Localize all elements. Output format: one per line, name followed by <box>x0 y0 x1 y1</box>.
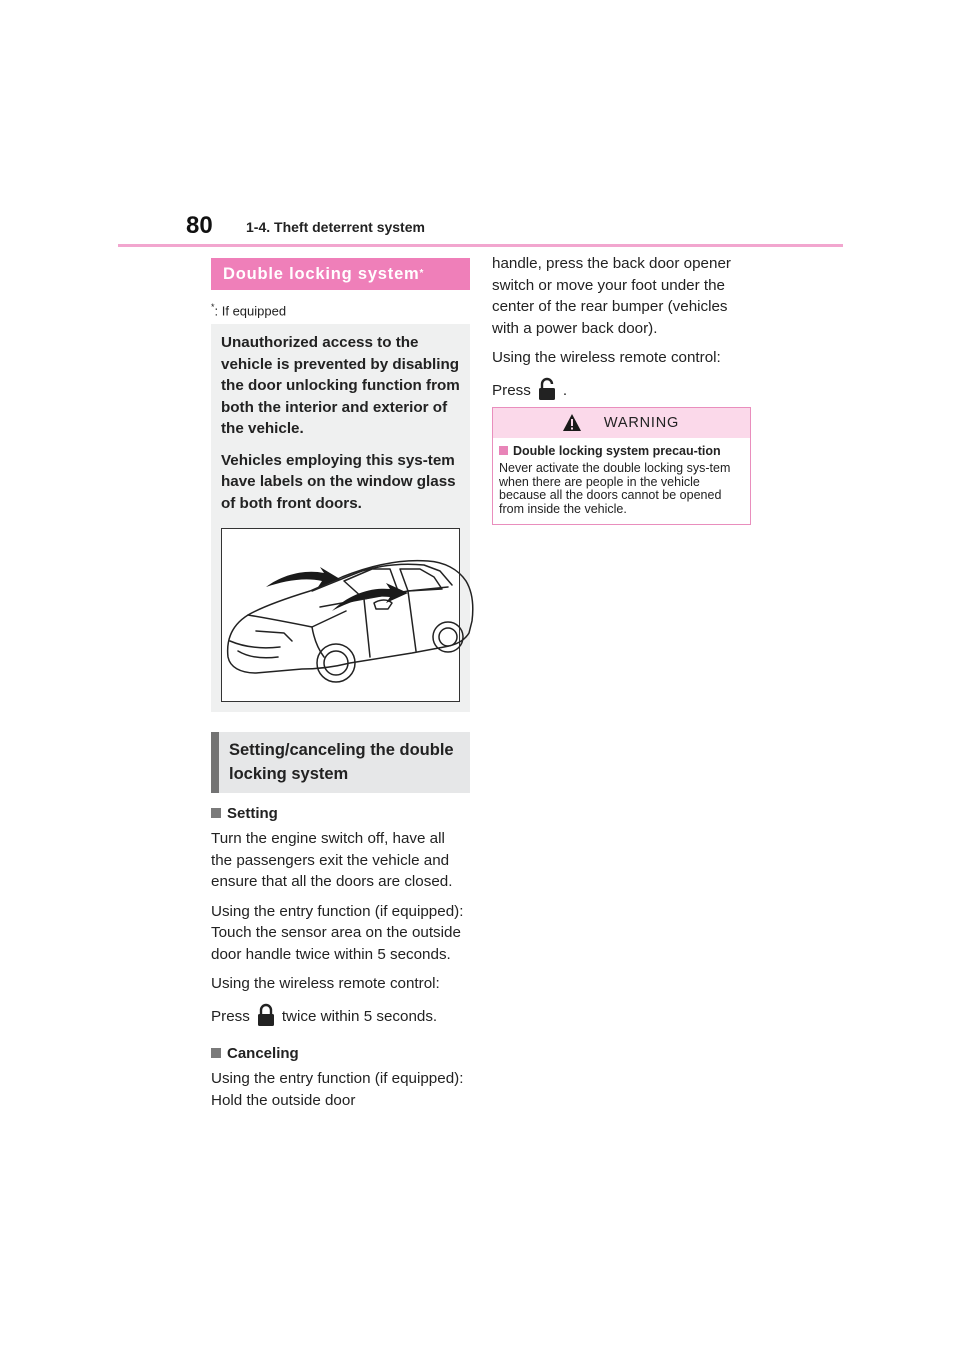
square-bullet-icon <box>211 808 221 818</box>
press-unlock-paragraph <box>492 377 754 408</box>
canceling-heading-text: Canceling <box>227 1045 299 1062</box>
title-footnote-mark: * <box>419 268 425 279</box>
header-rule <box>118 244 843 247</box>
footnote <box>211 302 470 320</box>
double-locking-title <box>211 258 470 290</box>
press-text: Press <box>211 1007 250 1025</box>
right-column <box>492 253 754 415</box>
intro-box <box>211 324 470 712</box>
setting-paragraph-2: Using the entry function (if equipped): Touch the sensor area on the outside door handle twice within 5 seconds. <box>211 902 464 963</box>
setting-paragraph-3: Using the wireless remote control: <box>211 975 440 992</box>
press-text: Press <box>492 381 531 399</box>
warning-header <box>493 408 750 438</box>
car-illustration <box>221 528 460 702</box>
press-twice-text: twice within 5 seconds. <box>281 1007 438 1025</box>
warning-heading <box>499 444 744 458</box>
intro-paragraph-2: Vehicles employing this sys-tem have labels on the window glass of both front doors. <box>221 451 456 512</box>
footnote-text: : If equipped <box>214 303 287 319</box>
warning-title: WARNING <box>603 415 680 431</box>
footnote-mark: * <box>211 302 215 312</box>
unlock-icon <box>537 377 557 408</box>
setting-canceling-heading: Setting/canceling the double locking system <box>211 732 470 793</box>
section-title: 1-4. Theft deterrent system <box>246 219 425 235</box>
setting-press-lock <box>211 1003 470 1034</box>
left-column <box>211 258 470 1119</box>
canceling-paragraph-1: Using the entry function (if equipped): Hold the outside door <box>211 1070 464 1109</box>
setting-heading <box>211 805 470 822</box>
setting-heading-text: Setting <box>227 805 278 822</box>
setting-paragraph-1: Turn the engine switch off, have all the passengers exit the vehicle and ensure that all the doors are closed. <box>211 830 453 890</box>
warning-body <box>493 438 750 524</box>
lock-icon <box>256 1003 276 1034</box>
canceling-paragraph-continued: handle, press the back door opener switch or move your foot under the center of the rear bumper (vehicles with a power back door). <box>492 255 731 337</box>
double-locking-title-text: Double locking system <box>223 265 420 283</box>
setting-block <box>211 805 470 1111</box>
canceling-heading <box>211 1045 470 1062</box>
square-bullet-icon <box>499 446 508 455</box>
warning-box <box>492 407 751 525</box>
car-illustration-svg <box>222 529 479 701</box>
warning-heading-text: Double locking system precau-tion <box>513 444 721 458</box>
page-number: 80 <box>186 212 213 239</box>
square-bullet-icon <box>211 1048 221 1058</box>
warning-text: Never activate the double locking sys-tem when there are people in the vehicle because all the doors cannot be opened from inside the vehicle. <box>499 461 731 516</box>
remote-control-paragraph: Using the wireless remote control: <box>492 349 721 366</box>
intro-paragraph-1: Unauthorized access to the vehicle is prevented by disabling the door unlocking function from both the interior and exterior of the vehicle. <box>221 334 460 437</box>
press-period: . <box>562 381 568 399</box>
